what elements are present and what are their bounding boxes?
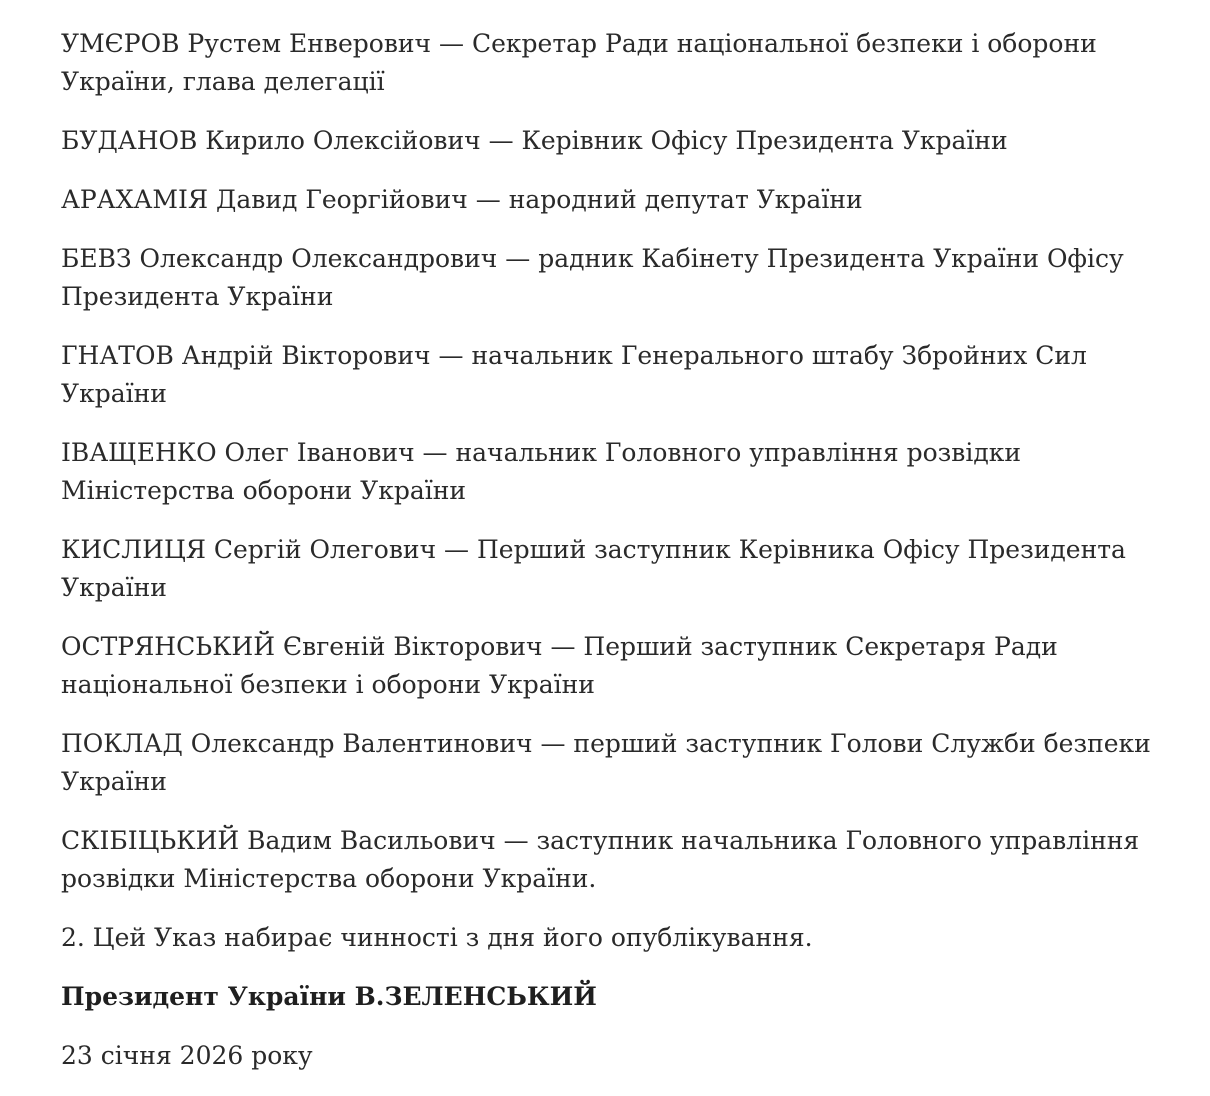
member-skibitskyi: СКІБІЦЬКИЙ Вадим Васильович — заступник начальника Головного управління розвідки Міністерства оборони України. (61, 826, 1140, 893)
member-poklad: ПОКЛАД Олександр Валентинович — перший заступник Голови Служби безпеки України (61, 729, 1151, 796)
decree-date: 23 січня 2026 року (61, 1041, 313, 1070)
member-ostrianskyi: ОСТРЯНСЬКИЙ Євгеній Вікторович — Перший заступник Секретаря Ради національної безпеки і оборони України (61, 632, 1058, 699)
member-ivashchenko: ІВАЩЕНКО Олег Іванович — начальник Головного управління розвідки Міністерства оборони України (61, 438, 1022, 505)
president-signature: Президент України В.ЗЕЛЕНСЬКИЙ (61, 982, 597, 1011)
member-arakhamiia: АРАХАМІЯ Давид Георгійович — народний депутат України (61, 185, 863, 214)
decree-document (61, 25, 1196, 1096)
clause-2: 2. Цей Указ набирає чинності з дня його опублікування. (61, 923, 813, 952)
member-bevz: БЕВЗ Олександр Олександрович — радник Кабінету Президента України Офісу Президента України (61, 244, 1124, 311)
member-budanov: БУДАНОВ Кирило Олексійович — Керівник Офісу Президента України (61, 126, 1008, 155)
member-umerov: УМЄРОВ Рустем Енверович — Секретар Ради національної безпеки і оборони України, глава делегації (61, 29, 1097, 96)
member-hnatov: ГНАТОВ Андрій Вікторович — начальник Генерального штабу Збройних Сил України (61, 341, 1087, 408)
member-kyslytsia: КИСЛИЦЯ Сергій Олегович — Перший заступник Керівника Офісу Президента України (61, 535, 1126, 602)
